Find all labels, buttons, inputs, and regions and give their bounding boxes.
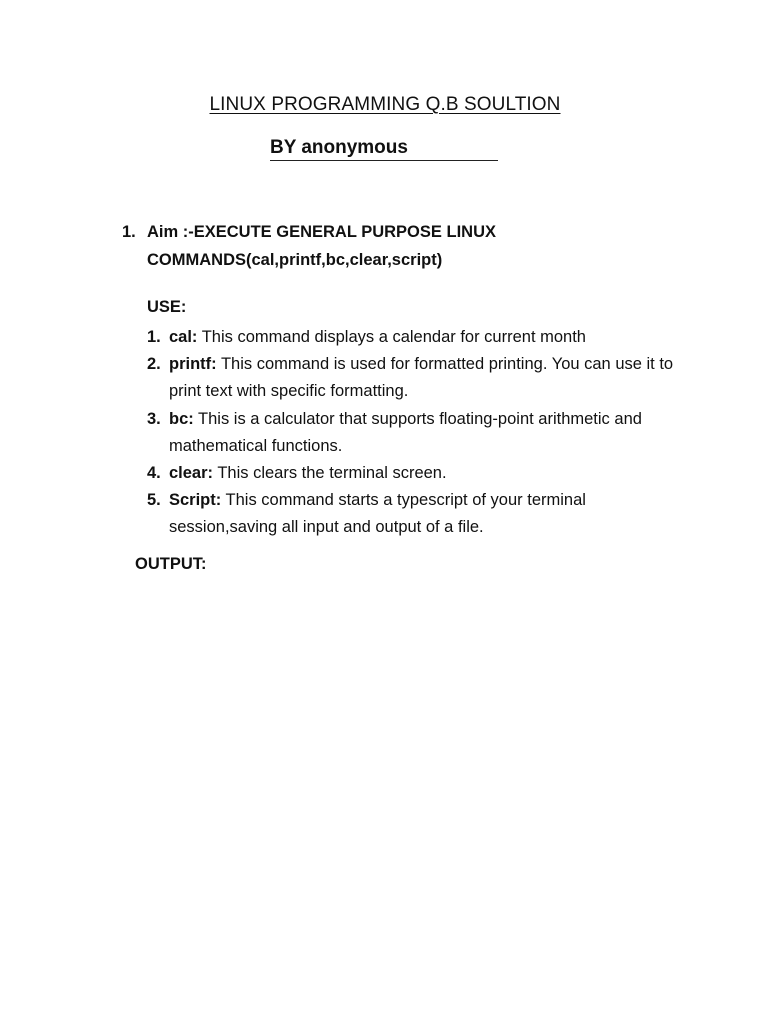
- command-description: This command displays a calendar for current month: [197, 328, 586, 346]
- command-term: Script:: [169, 491, 222, 510]
- command-description: This command is used for formatted printing. You can use it to print text with specific formatting.: [169, 355, 674, 401]
- command-term: bc:: [169, 409, 194, 428]
- item-number: 1.: [147, 328, 161, 346]
- page-title: LINUX PROGRAMMING Q.B SOULTION: [209, 94, 561, 115]
- question-number: 1.: [122, 223, 136, 241]
- command-description: This command starts a typescript of your terminal session,saving all input and output of a file.: [169, 491, 586, 537]
- list-item: [147, 351, 687, 405]
- item-number: 4.: [147, 464, 161, 483]
- item-number: 5.: [147, 491, 161, 510]
- command-term: clear:: [169, 464, 214, 483]
- item-number: 3.: [147, 409, 161, 428]
- command-term: cal:: [169, 328, 198, 346]
- command-description: This is a calculator that supports floating-point arithmetic and mathematical functions.: [169, 409, 642, 455]
- command-term: printf:: [169, 355, 217, 374]
- item-number: 2.: [147, 355, 161, 374]
- list-item: [147, 324, 687, 351]
- aim-text: Aim :-EXECUTE GENERAL PURPOSE LINUX COMMANDS(cal,printf,bc,clear,script): [147, 223, 496, 269]
- output-heading: OUTPUT:: [135, 555, 207, 573]
- use-heading: USE:: [147, 298, 187, 316]
- list-item: [147, 406, 687, 460]
- list-item: [147, 460, 687, 487]
- question-aim: [122, 218, 702, 274]
- uses-list: [147, 324, 687, 542]
- list-item: [147, 487, 687, 541]
- author-byline: BY anonymous: [270, 137, 498, 161]
- command-description: This clears the terminal screen.: [213, 464, 447, 483]
